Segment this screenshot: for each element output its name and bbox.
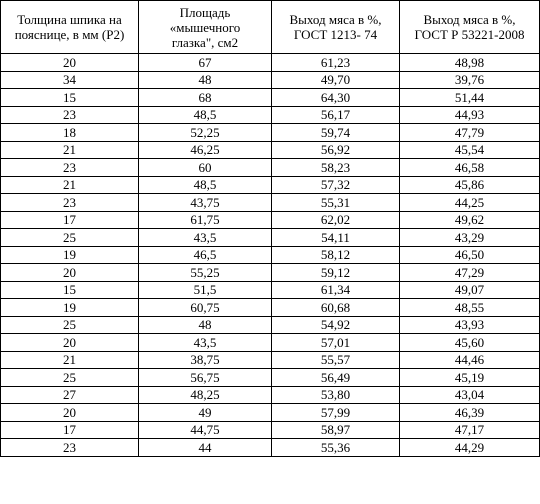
- cell-loin-eye-area: 60,75: [139, 299, 272, 317]
- cell-fat-thickness: 23: [1, 159, 139, 177]
- header-line: Толщина шпика на: [17, 12, 122, 27]
- cell-yield-gost-1213: 58,23: [272, 159, 400, 177]
- cell-fat-thickness: 23: [1, 439, 139, 457]
- header-line: «мышечного: [169, 19, 241, 35]
- cell-loin-eye-area: 55,25: [139, 264, 272, 282]
- cell-yield-gost-53221: 47,17: [400, 421, 540, 439]
- cell-yield-gost-53221: 44,46: [400, 351, 540, 369]
- table-row: [1, 124, 540, 142]
- header-line: ГОСТ 1213- 74: [293, 27, 378, 42]
- header-line: Выход мяса в %,: [289, 12, 382, 27]
- header-line: ГОСТ Р 53221-2008: [414, 27, 525, 42]
- cell-yield-gost-53221: 44,93: [400, 106, 540, 124]
- cell-yield-gost-1213: 59,74: [272, 124, 400, 142]
- cell-fat-thickness: 17: [1, 211, 139, 229]
- table-row: [1, 299, 540, 317]
- cell-loin-eye-area: 56,75: [139, 369, 272, 387]
- table-body: [1, 54, 540, 457]
- cell-yield-gost-53221: 43,29: [400, 229, 540, 247]
- table-row: [1, 89, 540, 107]
- cell-yield-gost-1213: 64,30: [272, 89, 400, 107]
- table-row: [1, 439, 540, 457]
- cell-loin-eye-area: 43,5: [139, 229, 272, 247]
- cell-yield-gost-1213: 57,01: [272, 334, 400, 352]
- cell-fat-thickness: 20: [1, 404, 139, 422]
- cell-loin-eye-area: 61,75: [139, 211, 272, 229]
- cell-fat-thickness: 27: [1, 386, 139, 404]
- header-line: Выход мяса в %,: [423, 12, 516, 27]
- header-yield-gost-53221: [400, 1, 540, 54]
- cell-yield-gost-53221: 51,44: [400, 89, 540, 107]
- cell-yield-gost-53221: 39,76: [400, 71, 540, 89]
- header-line: Площадь: [179, 4, 231, 20]
- cell-yield-gost-53221: 49,62: [400, 211, 540, 229]
- cell-yield-gost-53221: 45,54: [400, 141, 540, 159]
- cell-yield-gost-1213: 60,68: [272, 299, 400, 317]
- table-row: [1, 194, 540, 212]
- cell-yield-gost-1213: 55,57: [272, 351, 400, 369]
- table-row: [1, 351, 540, 369]
- cell-loin-eye-area: 46,5: [139, 246, 272, 264]
- cell-yield-gost-53221: 45,86: [400, 176, 540, 194]
- cell-yield-gost-1213: 56,92: [272, 141, 400, 159]
- table-row: [1, 369, 540, 387]
- cell-yield-gost-53221: 46,50: [400, 246, 540, 264]
- cell-fat-thickness: 21: [1, 141, 139, 159]
- cell-fat-thickness: 18: [1, 124, 139, 142]
- cell-fat-thickness: 23: [1, 194, 139, 212]
- table-row: [1, 71, 540, 89]
- table-header: [1, 1, 540, 54]
- cell-yield-gost-1213: 57,32: [272, 176, 400, 194]
- cell-yield-gost-1213: 61,23: [272, 54, 400, 72]
- cell-loin-eye-area: 38,75: [139, 351, 272, 369]
- cell-fat-thickness: 25: [1, 316, 139, 334]
- cell-yield-gost-53221: 44,25: [400, 194, 540, 212]
- header-line: пояснице, в мм (Р2): [14, 27, 125, 42]
- table-row: [1, 404, 540, 422]
- header-line: глазка", см2: [171, 34, 239, 50]
- table-row: [1, 106, 540, 124]
- table-row: [1, 176, 540, 194]
- cell-loin-eye-area: 51,5: [139, 281, 272, 299]
- cell-loin-eye-area: 44,75: [139, 421, 272, 439]
- table-row: [1, 281, 540, 299]
- cell-yield-gost-1213: 55,36: [272, 439, 400, 457]
- cell-loin-eye-area: 48: [139, 71, 272, 89]
- cell-loin-eye-area: 49: [139, 404, 272, 422]
- cell-fat-thickness: 20: [1, 264, 139, 282]
- cell-yield-gost-53221: 49,07: [400, 281, 540, 299]
- cell-fat-thickness: 17: [1, 421, 139, 439]
- cell-fat-thickness: 20: [1, 54, 139, 72]
- table-row: [1, 264, 540, 282]
- cell-yield-gost-1213: 56,49: [272, 369, 400, 387]
- cell-fat-thickness: 19: [1, 299, 139, 317]
- table-row: [1, 159, 540, 177]
- cell-loin-eye-area: 68: [139, 89, 272, 107]
- table-row: [1, 421, 540, 439]
- cell-fat-thickness: 21: [1, 176, 139, 194]
- cell-loin-eye-area: 48,5: [139, 176, 272, 194]
- cell-yield-gost-53221: 46,58: [400, 159, 540, 177]
- header-loin-eye-area: [139, 1, 272, 54]
- cell-yield-gost-53221: 45,60: [400, 334, 540, 352]
- cell-yield-gost-1213: 57,99: [272, 404, 400, 422]
- cell-yield-gost-53221: 44,29: [400, 439, 540, 457]
- cell-yield-gost-1213: 53,80: [272, 386, 400, 404]
- table-row: [1, 211, 540, 229]
- cell-yield-gost-53221: 43,04: [400, 386, 540, 404]
- table-row: [1, 386, 540, 404]
- cell-loin-eye-area: 48: [139, 316, 272, 334]
- cell-yield-gost-1213: 54,92: [272, 316, 400, 334]
- table-row: [1, 54, 540, 72]
- cell-yield-gost-53221: 48,98: [400, 54, 540, 72]
- cell-yield-gost-1213: 49,70: [272, 71, 400, 89]
- cell-loin-eye-area: 43,5: [139, 334, 272, 352]
- cell-fat-thickness: 23: [1, 106, 139, 124]
- cell-fat-thickness: 21: [1, 351, 139, 369]
- cell-yield-gost-1213: 54,11: [272, 229, 400, 247]
- table-row: [1, 141, 540, 159]
- cell-fat-thickness: 20: [1, 334, 139, 352]
- cell-yield-gost-1213: 56,17: [272, 106, 400, 124]
- table-row: [1, 229, 540, 247]
- cell-yield-gost-53221: 47,79: [400, 124, 540, 142]
- cell-loin-eye-area: 46,25: [139, 141, 272, 159]
- cell-loin-eye-area: 60: [139, 159, 272, 177]
- cell-yield-gost-1213: 58,97: [272, 421, 400, 439]
- cell-loin-eye-area: 43,75: [139, 194, 272, 212]
- cell-yield-gost-53221: 43,93: [400, 316, 540, 334]
- cell-yield-gost-53221: 47,29: [400, 264, 540, 282]
- cell-yield-gost-1213: 58,12: [272, 246, 400, 264]
- cell-fat-thickness: 19: [1, 246, 139, 264]
- cell-loin-eye-area: 67: [139, 54, 272, 72]
- cell-yield-gost-53221: 45,19: [400, 369, 540, 387]
- table-row: [1, 316, 540, 334]
- cell-fat-thickness: 25: [1, 369, 139, 387]
- cell-loin-eye-area: 48,5: [139, 106, 272, 124]
- cell-fat-thickness: 15: [1, 281, 139, 299]
- cell-yield-gost-1213: 59,12: [272, 264, 400, 282]
- header-yield-gost-1213: [272, 1, 400, 54]
- cell-yield-gost-1213: 61,34: [272, 281, 400, 299]
- cell-loin-eye-area: 52,25: [139, 124, 272, 142]
- cell-loin-eye-area: 48,25: [139, 386, 272, 404]
- table-row: [1, 246, 540, 264]
- cell-fat-thickness: 34: [1, 71, 139, 89]
- cell-yield-gost-53221: 48,55: [400, 299, 540, 317]
- cell-yield-gost-53221: 46,39: [400, 404, 540, 422]
- header-fat-thickness: [1, 1, 139, 54]
- cell-yield-gost-1213: 62,02: [272, 211, 400, 229]
- header-row: [1, 1, 540, 54]
- table-row: [1, 334, 540, 352]
- cell-yield-gost-1213: 55,31: [272, 194, 400, 212]
- cell-loin-eye-area: 44: [139, 439, 272, 457]
- cell-fat-thickness: 15: [1, 89, 139, 107]
- cell-fat-thickness: 25: [1, 229, 139, 247]
